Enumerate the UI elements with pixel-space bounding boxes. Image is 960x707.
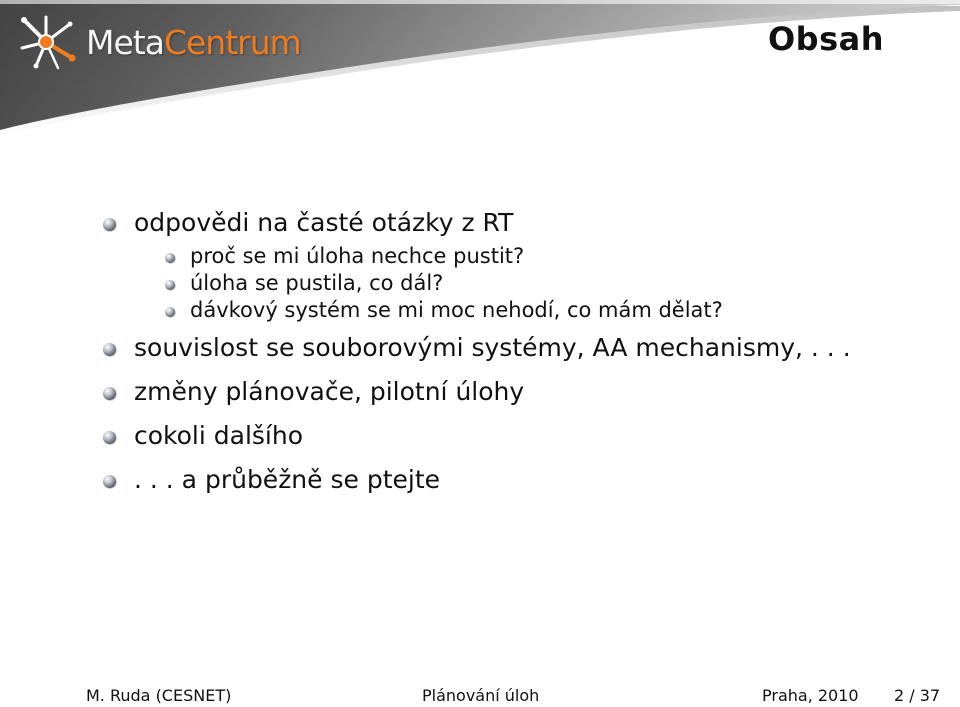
metacentrum-logo-icon <box>18 14 76 70</box>
list-item-text: . . . a průběžně se ptejte <box>134 465 441 494</box>
list-item <box>100 423 940 467</box>
sub-list-item-text: úloha se pustila, co dál? <box>190 271 444 295</box>
list-item <box>100 379 940 423</box>
logo-centrum-text: Centrum <box>163 22 301 62</box>
sub-list-item <box>100 246 940 273</box>
logo-meta-text: Meta <box>86 22 164 62</box>
bullet-icon <box>103 431 116 444</box>
footer-author: M. Ruda (CESNET) <box>86 686 232 705</box>
slide-footer <box>0 684 960 707</box>
bullet-icon <box>103 218 116 231</box>
sub-list <box>100 246 940 327</box>
footer-page-number: 2 / 37 <box>894 686 941 705</box>
list-item-text: cokoli dalšího <box>134 421 304 450</box>
list-item-text: souvislost se souborovými systémy, AA mechanismy, . . . <box>134 333 851 362</box>
sub-bullet-icon <box>165 280 175 290</box>
sub-list-item-text: dávkový systém se mi moc nehodí, co mám dělat? <box>190 298 723 322</box>
sub-bullet-icon <box>165 253 175 263</box>
sub-list-item <box>100 273 940 300</box>
list-item <box>100 335 940 379</box>
sub-list-item <box>100 300 940 327</box>
bullet-icon <box>103 343 116 356</box>
bullet-icon <box>103 475 116 488</box>
bullet-icon <box>103 387 116 400</box>
frame-title: Obsah <box>767 20 884 58</box>
metacentrum-logo <box>18 14 301 70</box>
list-item <box>100 467 940 511</box>
list-item-text: změny plánovače, pilotní úlohy <box>134 377 525 406</box>
sub-list-item-text: proč se mi úloha nechce pustit? <box>190 244 525 268</box>
slide-content <box>100 210 940 511</box>
footer-title: Plánování úloh <box>422 686 540 705</box>
footer-date: Praha, 2010 <box>762 686 859 705</box>
header-band <box>0 0 960 140</box>
logo-wordmark <box>86 22 301 62</box>
list-item-text: odpovědi na časté otázky z RT <box>134 208 514 237</box>
sub-bullet-icon <box>165 307 175 317</box>
